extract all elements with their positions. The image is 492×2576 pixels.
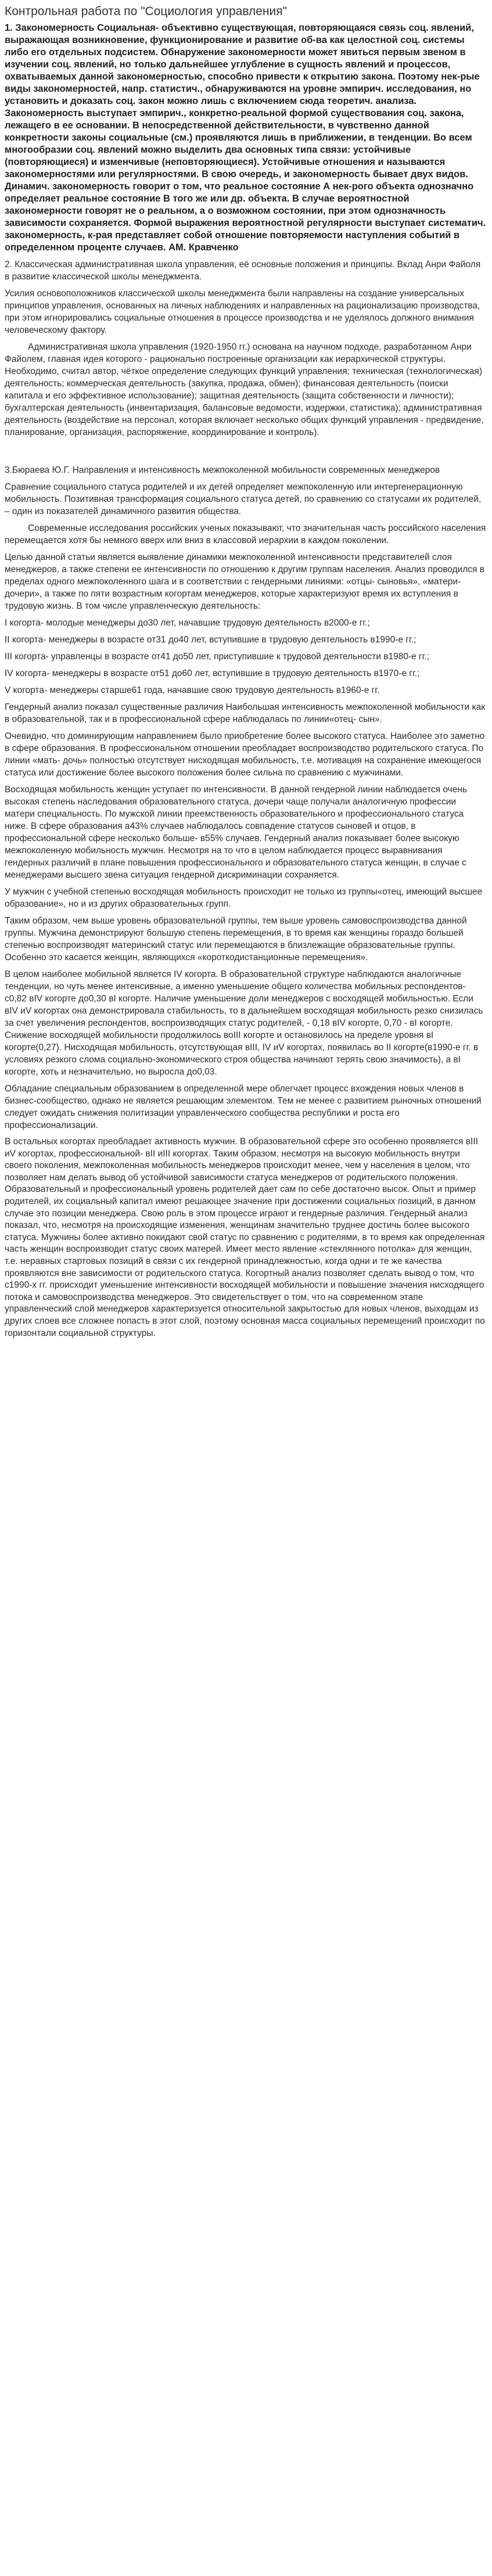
- paragraph: Обладание специальным образованием в определенной мере облегчает процесс вхождения новых членов в бизнес-сообщество, однако не является решающим элементом. Тем не менее с развитием рыночных отношений следует ожидать снижения политизации управленческого сообщества республики и роста его профессионализации.: [5, 1084, 482, 1130]
- list-item: II когорта- менеджеры в возрасте от31 до40 лет, вступившие в трудовую деятельность в1990-е гг.;: [5, 635, 416, 645]
- paragraph: Очевидно, что доминирующим направлением было приобретение более высокого статуса. Наиболее это заметно в сфере образования. В профессиональном отношении преобладает воспроизводство родительского статуса. По линии «мать- дочь» полностью отсутствует нисходящая мобильность, т.е. мотивация на сохранение имеющегося статуса или достижение более высокого положения более сильна по сравнению с мужчинами.: [5, 731, 485, 778]
- paragraph: Административная школа управления (1920-1950 гг.) основана на научном подходе, разработанном Анри Файолем, главная идея которого - рационально построенные организации как иерархической структуры. Необходимо, считал автор, чёткое определение следующих функций управления: техническая (технологическая) деятельность; коммерческая деятельность (закупка, продажа, обмен); финансовая деятельность (поиски капитала и его эффективное использование); защитная деятельность (защита собственности и личности); бухгалтерская деятельность (инвентаризация, балансовые ведомости, издержки, статистика); административная деятельность (воздействие на персонал, которая включает несколько общих функций управления - предвидение, планирование, организация, распоряжение, координирование и контроль).: [5, 342, 484, 437]
- document-title: Контрольная работа по "Социология управления": [5, 5, 288, 18]
- paragraph: Таким образом, чем выше уровень образовательной группы, тем выше уровень самовоспроизводства данной группы. Мужчина демонстрируют большую степень перемещения, в то время как женщины гораздо большей степенью воспроизводят материнский статус или перемещаются в близлежащие образовательные группы. Особенно это касается женщин, являющихся «короткодистанционные перемещения».: [5, 916, 467, 962]
- paragraph: В остальных когортах преобладает активность мужчин. В образовательной сфере это особенно проявляется вIII иV когортах, профессиональной- вII иIII когортах. Таким образом, несмотря на высокую мобильность внутри своего поколения, межпоколенная мобильность менеджеров происходит менее, чем у населения в целом, что позволяет нам делать вывод об устойчивой зависимости статуса менеджеров от родительского положения. Образовательный и профессиональный уровень родителей дает сам по себе достаточно высок. Опыт и пример родителей, их социальный капитал имеют решающее значение при достижении социальных позиций, в данном случае это позиции менеджера. Свою роль в этом процессе играют и гендерные различия. Гендерный анализ показал, что, несмотря на происходящие изменения, женщинам значительно труднее достичь более высокого статуса. Мужчины более активно покидают свой статус по сравнению с родителями, в то время как определенная часть женщин воспроизводит статус своих матерей. Имеет место явление «стеклянного потолка» для женщин, т.е. неравных стартовых позиций в связи с их гендерной принадлежностью, когда одни и те же качества проявляются вне зависимости от родительского статуса. Когортный анализ позволяет сделать вывод о том, что с1990-х гг. происходит уменьшение интенсивности восходящей мобильности и повышение значения нисходящего потока и самовоспроизводства менеджеров. Это свидетельствует о том, что на современном этапе управленческий слой менеджеров характеризуется относительной закрытостью для новых членов, выходцам из других слоев все сложнее попасть в этот слой, поэтому основная масса социальных перемещений происходит по горизонтали социальной структуры.: [5, 1137, 485, 1338]
- list-item: I когорта- молодые менеджеры до30 лет, начавшие трудовую деятельность в2000-е гг.;: [5, 618, 370, 628]
- paragraph: Сравнение социального статуса родителей и их детей определяет межпоколенную или интергенерационную мобильность. Позитивная трансформация социального статуса детей, по сравнению со статусами их родителей, – один из показателей динамичного развития общества.: [5, 482, 482, 516]
- list-item: III когорта- управленцы в возрасте от41 до50 лет, приступившие к трудовой деятельности в1980-е гг.;: [5, 652, 430, 662]
- section-1-paragraph: 1. Закономерность Социальная- объективно существующая, повторяющаяся связь соц. явлений, выражающая возникновение, функционирование и развитие об-ва как целостной соц. системы либо его отдельных подсистем. Обнаружение закономерности может явиться первым звеном в изучении соц. явлений, но только дальнейшее углубление в сущность явлений и процессов, охватываемых данной закономерностью, способно привести к открытию закона. Поэтому нек-рые виды закономерностей, напр. статистич., обнаруживаются на уровне эмпирич. исследования, но установить и доказать соц. закон можно лишь с включением сюда теоретич. анализа. Закономерность выступает эмпирич., конкретно-реальной формой существования соц. закона, лежащего в ее основании. В непосредственной действительности, в чувственно данной конкретности законы социальные (см.) проявляются лишь в приближении, в тенденции. Во всем многообразии соц. явлений можно выделить два основных типа связи: устойчивые (повторяющиеся) и изменчивые (неповторяющиеся). Устойчивые отношения и называются закономерностями или регулярностями. В свою очередь, и закономерность бывает двух видов. Динамич. закономерность говорит о том, что реальное состояние А нек-рого объекта однозначно определяет реальное состояние В того же или др. объекта. В случае вероятностной закономерности говорят не о реальном, а о возможном состоянии, при этом однозначность зависимости сохраняется. Формой выражения вероятностной регулярности выступает систематич. закономерность, к-рая представляет собой отношение повторяемости наступления событий в определенном проценте случаев. АМ. Кравченко: [5, 23, 486, 253]
- paragraph: В целом наиболее мобильной является IV когорта. В образовательной структуре наблюдаются аналогичные тенденции, но чуть менее интенсивные, а именно уменьшение общего количества мобильных респондентов- с0,82 вIV когорте до0,30 вI когорте. Наличие уменьшение доли менеджеров с восходящей мобильностью. Если вIV иV когортах она демонстрировала стабильность, то в дальнейшем восходящая мобильность резко снизилась за счет увеличения респондентов, воспроизводящих статус родителей, - 0,18 вIV когорте, 0,70 - вI когорте. Снижение восходящей мобильности продолжилось воIII когорте и остановилось на пределе уровня вI когорте(0,27). Нисходящая мобильность, отсутствующая вIII, IV иV когортах, появилась во II когорте(в1990-е гг. в условиях резкого слома социально-экономического строя общества начинают терять свою значимость), а вI когорте, хоть и незначительно, но выросла до0,03.: [5, 969, 483, 1077]
- paragraph: Современные исследования российских ученых показывают, что значительная часть российского населения перемещается хотя бы немного вверх или вниз в классовой иерархии в каждом поколении.: [5, 523, 486, 545]
- list-item: V когорта- менеджеры старше61 года, начавшие свою трудовую деятельность в1960-е гг.: [5, 685, 380, 695]
- paragraph: Усилия основоположников классической школы менеджмента были направлены на создание универсальных принципов управления, основанных на личных наблюдениях и направленных на рационализацию производства, при этом игнорировались социальные отношения в процессе производства и не уделялось должного внимания человеческому фактору.: [5, 289, 480, 335]
- paragraph: У мужчин с учебной степенью восходящая мобильность происходит не только из группы«отец, имеющий высшее образование», но и из других образовательных групп.: [5, 887, 483, 909]
- paragraph: Гендерный анализ показал существенные различия Наибольшая интенсивность межпоколенной мобильности как в образовательной, так и в профессиональной сфере наблюдалась по линии«отец- сын».: [5, 702, 486, 724]
- section-3-heading: 3.Бюраева Ю.Г. Направления и интенсивность межпоколенной мобильности современных менеджеров: [5, 465, 440, 475]
- section-2-heading: 2. Классическая административная школа управления, её основные положения и принципы. Вклад Анри Файоля в развитие классической школы менеджмента.: [5, 260, 481, 282]
- paragraph: Восходящая мобильность женщин уступает по интенсивности. В данной гендерной линии наблюдается очень высокая степень наследования образовательного статуса, дочери чаще получали аналогичную профессии матери специальность. По мужской линии преемственность образовательного и профессионального статуса ниже. В сфере образования а43% случаев наблюдалось совпадение статусов сыновей и отцов, в профессиональной сфере несколько больше- в55% случаев. Гендерный анализ показывает более высокую межпоколенную мобильность мужчин. Несмотря на то что в целом наблюдается процесс выравнивания гендерных различий в плане повышения профессионального и образовательного статуса женщин, в случае с менеджерами высшего звена ситуация гендерной дискриминации сохраняется.: [5, 785, 467, 880]
- list-item: IV когорта- менеджеры в возрасте от51 до60 лет, вступившие в трудовую деятельность в1970-е гг.;: [5, 669, 420, 678]
- paragraph: Целью данной статьи является выявление динамики межпоколенной интенсивности представителей слоя менеджеров, а также степени ее интенсивности по отношению к другим группам населения. Анализ проводился в пределах одного межпоколенного шага и в соответствии с гендерными линиями: «отцы- сыновья», «матери- дочери», а также по пяти возрастным когортам менеджеров, которые характеризуют время их вступления в трудовую жизнь. В том числе управленческую деятельность:: [5, 552, 484, 611]
